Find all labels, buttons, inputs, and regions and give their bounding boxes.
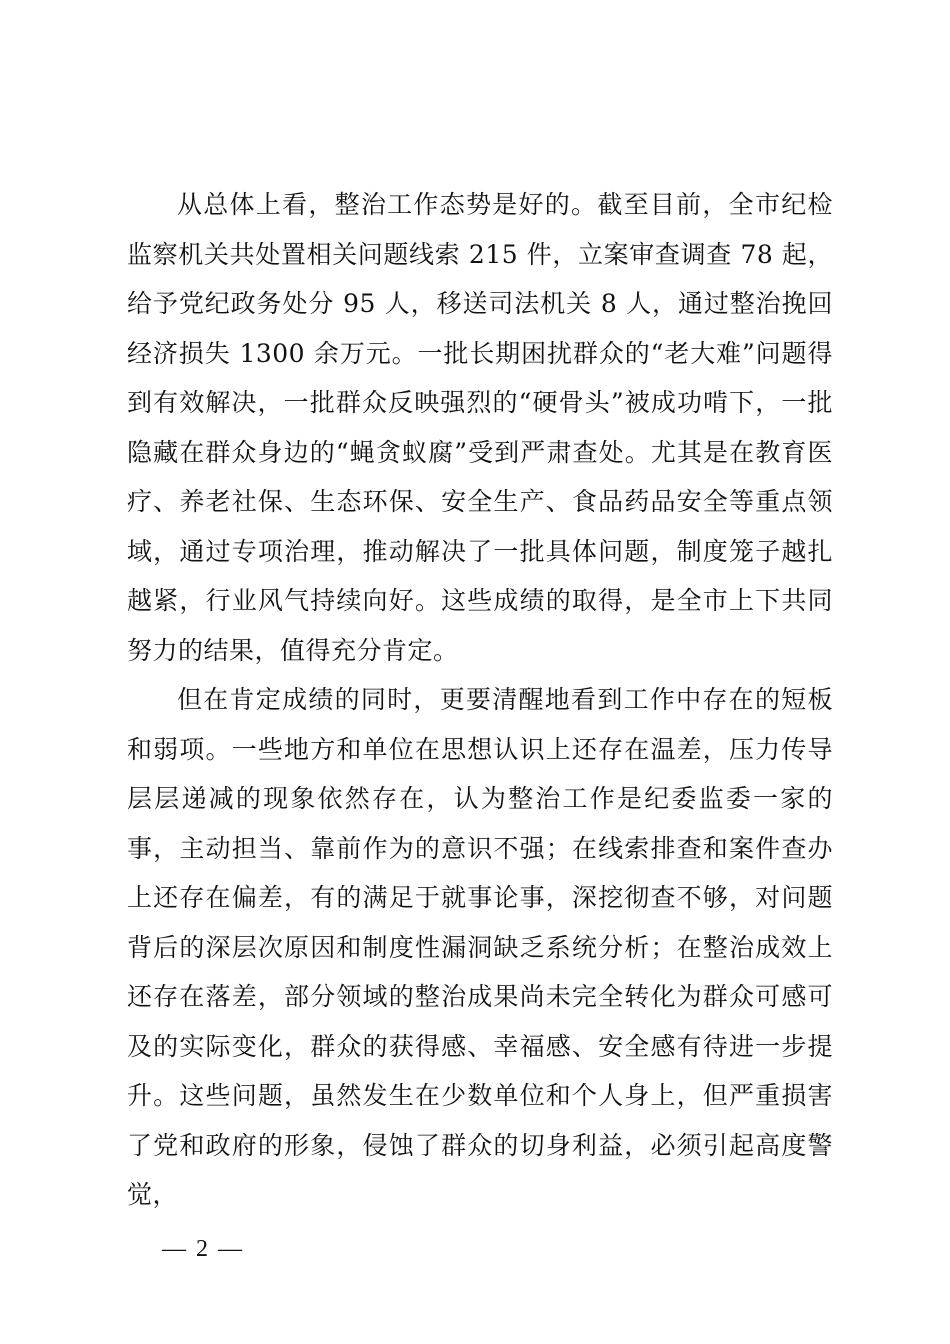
paragraph-2: 但在肯定成绩的同时，更要清醒地看到工作中存在的短板和弱项。一些地方和单位在思想认识上还存在温差，压力传导层层递减的现象依然存在，认为整治工作是纪委监委一家的事，主动担当、靠前作为的意识不强；在线索排查和案件查办上还存在偏差，有的满足于就事论事，深挖彻查不够，对问题背后的深层次原因和制度性漏洞缺乏系统分析；在整治成效上还存在落差，部分领域的整治成果尚未完全转化为群众可感可及的实际变化，群众的获得感、幸福感、安全感有待进一步提升。这些问题，虽然发生在少数单位和个人身上，但严重损害了党和政府的形象，侵蚀了群众的切身利益，必须引起高度警觉， (127, 685, 833, 1209)
document-body (127, 180, 833, 1220)
page-number: — 2 — (162, 1236, 244, 1262)
paragraph-1: 从总体上看，整治工作态势是好的。截至目前，全市纪检监察机关共处置相关问题线索 215 件，立案审查调查 78 起，给予党纪政务处分 95 人，移送司法机关 8 人，通过整治挽回经济损失 1300 余万元。一批长期困扰群众的“老大难”问题得到有效解决，一批群众反映强烈的“硬骨头”被成功啃下，一批隐藏在群众身边的“蝇贪蚁腐”受到严肃查处。尤其是在教育医疗、养老社保、生态环保、安全生产、食品药品安全等重点领域，通过专项治理，推动解决了一批具体问题，制度笼子越扎越紧，行业风气持续向好。这些成绩的取得，是全市上下共同努力的结果，值得充分肯定。 (127, 190, 833, 665)
